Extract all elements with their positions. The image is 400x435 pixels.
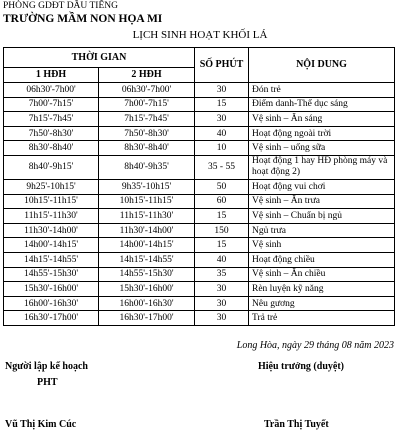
- duration-minutes: 30: [195, 112, 249, 127]
- principal-name: Trần Thị Tuyết: [264, 419, 329, 430]
- shift1-time: 10h15'-11h15': [4, 194, 99, 209]
- activity-content: Hoạt động vui chơi: [249, 179, 395, 194]
- duration-minutes: 40: [195, 252, 249, 267]
- schedule-row: [4, 155, 395, 179]
- activity-content: Vệ sinh – Ăn sáng: [249, 112, 395, 127]
- duration-minutes: 30: [195, 83, 249, 98]
- planner-name: Vũ Thị Kim Cúc: [5, 419, 77, 430]
- activity-content: Ngủ trưa: [249, 223, 395, 238]
- duration-minutes: 15: [195, 97, 249, 112]
- shift2-time: 16h30'-17h00': [99, 311, 195, 326]
- shift2-time: 11h30'-14h00': [99, 223, 195, 238]
- shift1-time: 14h55'-15h30': [4, 267, 99, 282]
- minutes-header: SỐ PHÚT: [195, 48, 249, 83]
- schedule-row: [4, 311, 395, 326]
- shift2-time: 11h15'-11h30': [99, 209, 195, 224]
- duration-minutes: 35 - 55: [195, 155, 249, 179]
- schedule-row: [4, 97, 395, 112]
- schedule-row: [4, 282, 395, 297]
- planner-role: PHT: [37, 377, 58, 388]
- duration-minutes: 60: [195, 194, 249, 209]
- schedule-row: [4, 223, 395, 238]
- shift2-header: 2 HĐH: [99, 68, 195, 83]
- duration-minutes: 50: [195, 179, 249, 194]
- duration-minutes: 30: [195, 296, 249, 311]
- school-name: TRƯỜNG MẦM NON HỌA MI: [3, 13, 163, 25]
- shift2-time: 14h15'-14h55': [99, 252, 195, 267]
- activity-content: Đón trẻ: [249, 83, 395, 98]
- schedule-rows: [4, 83, 395, 326]
- schedule-row: [4, 267, 395, 282]
- shift1-time: 7h00'-7h15': [4, 97, 99, 112]
- activity-content: Vệ sinh – Chuẩn bị ngủ: [249, 209, 395, 224]
- activity-content: Rèn luyện kỹ năng: [249, 282, 395, 297]
- activity-content: Vệ sinh: [249, 238, 395, 253]
- shift1-time: 15h30'-16h00': [4, 282, 99, 297]
- duration-minutes: 35: [195, 267, 249, 282]
- shift2-time: 06h30'-7h00': [99, 83, 195, 98]
- schedule-row: [4, 296, 395, 311]
- duration-minutes: 150: [195, 223, 249, 238]
- schedule-row: [4, 179, 395, 194]
- activity-content: Vệ sinh – Ăn trưa: [249, 194, 395, 209]
- schedule-row: [4, 252, 395, 267]
- duration-minutes: 15: [195, 209, 249, 224]
- shift1-time: 11h15'-11h30': [4, 209, 99, 224]
- schedule-row: [4, 126, 395, 141]
- shift1-time: 9h25'-10h15': [4, 179, 99, 194]
- activity-content: Trả trẻ: [249, 311, 395, 326]
- shift1-time: 06h30'-7h00': [4, 83, 99, 98]
- duration-minutes: 30: [195, 311, 249, 326]
- shift1-time: 14h15'-14h55': [4, 252, 99, 267]
- document-title: LỊCH SINH HOẠT KHỐI LÁ: [132, 29, 268, 41]
- shift1-time: 16h00'-16h30': [4, 296, 99, 311]
- planner-label: Người lập kế hoạch: [5, 361, 88, 372]
- shift2-time: 7h50'-8h30': [99, 126, 195, 141]
- duration-minutes: 40: [195, 126, 249, 141]
- schedule-row: [4, 238, 395, 253]
- activity-content: Hoạt động chiều: [249, 252, 395, 267]
- shift2-time: 14h55'-15h30': [99, 267, 195, 282]
- schedule-row: [4, 194, 395, 209]
- duration-minutes: 15: [195, 238, 249, 253]
- activity-content: Điểm danh-Thể dục sáng: [249, 97, 395, 112]
- shift1-time: 14h00'-14h15': [4, 238, 99, 253]
- shift2-time: 9h35'-10h15': [99, 179, 195, 194]
- schedule-row: [4, 209, 395, 224]
- shift2-time: 7h00'-7h15': [99, 97, 195, 112]
- activity-content: Vệ sinh – Ăn chiều: [249, 267, 395, 282]
- activity-content: Hoạt động ngoài trời: [249, 126, 395, 141]
- content-header: NỘI DUNG: [249, 48, 395, 83]
- shift1-header: 1 HĐH: [4, 68, 99, 83]
- activity-content: Hoạt động 1 hay HĐ phòng máy và hoạt động 2): [249, 155, 395, 179]
- schedule-row: [4, 112, 395, 127]
- schedule-row: [4, 141, 395, 156]
- date-line: Long Hòa, ngày 29 tháng 08 năm 2023: [236, 340, 394, 351]
- time-header: THỜI GIAN: [4, 48, 195, 68]
- shift1-time: 8h30'-8h40': [4, 141, 99, 156]
- shift1-time: 8h40'-9h15': [4, 155, 99, 179]
- shift2-time: 14h00'-14h15': [99, 238, 195, 253]
- department-name: PHÒNG GDĐT DẦU TIẾNG: [3, 1, 118, 11]
- schedule-table: [3, 47, 395, 326]
- activity-content: Vệ sinh – uống sữa: [249, 141, 395, 156]
- duration-minutes: 10: [195, 141, 249, 156]
- shift2-time: 10h15'-11h15': [99, 194, 195, 209]
- shift1-time: 7h15'-7h45': [4, 112, 99, 127]
- shift2-time: 16h00'-16h30': [99, 296, 195, 311]
- activity-content: Nêu gương: [249, 296, 395, 311]
- shift1-time: 7h50'-8h30': [4, 126, 99, 141]
- duration-minutes: 30: [195, 282, 249, 297]
- shift2-time: 7h15'-7h45': [99, 112, 195, 127]
- schedule-row: [4, 83, 395, 98]
- shift2-time: 15h30'-16h00': [99, 282, 195, 297]
- shift2-time: 8h30'-8h40': [99, 141, 195, 156]
- principal-label: Hiệu trưởng (duyệt): [258, 361, 344, 372]
- shift2-time: 8h40'-9h35': [99, 155, 195, 179]
- shift1-time: 11h30'-14h00': [4, 223, 99, 238]
- shift1-time: 16h30'-17h00': [4, 311, 99, 326]
